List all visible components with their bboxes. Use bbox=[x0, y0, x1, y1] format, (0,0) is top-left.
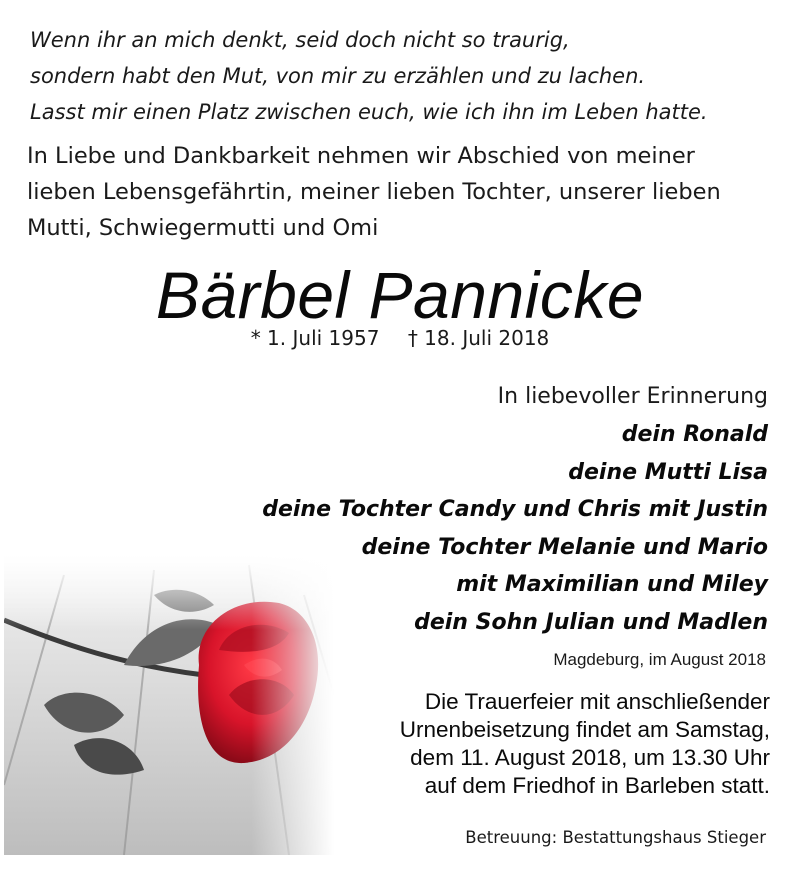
service-line: Die Trauerfeier mit anschließender bbox=[424, 689, 770, 714]
mourners-block bbox=[262, 378, 768, 641]
service-line: Urnenbeisetzung findet am Samstag, bbox=[399, 717, 770, 742]
intro-text bbox=[27, 138, 787, 246]
mourners-lead: In liebevoller Erinnerung bbox=[497, 384, 768, 409]
mourner-name: deine Tochter Candy und Chris mit Justin bbox=[262, 497, 768, 522]
mourner-name: deine Mutti Lisa bbox=[568, 459, 768, 485]
birth-date: * 1. Juli 1957 bbox=[250, 326, 380, 350]
intro-line: In Liebe und Dankbarkeit nehmen wir Abschied von meiner bbox=[27, 143, 695, 169]
death-date: † 18. Juli 2018 bbox=[407, 326, 550, 350]
mourner-name: deine Tochter Melanie und Mario bbox=[361, 534, 768, 560]
poem-line: Lasst mir einen Platz zwischen euch, wie ich ihn im Leben hatte. bbox=[30, 100, 708, 124]
funeral-home-credit: Betreuung: Bestattungshaus Stieger bbox=[465, 828, 766, 847]
mourner-name: dein Sohn Julian und Madlen bbox=[414, 609, 768, 635]
poem-line: sondern habt den Mut, von mir zu erzählen und zu lachen. bbox=[30, 64, 646, 88]
place-date: Magdeburg, im August 2018 bbox=[553, 650, 766, 669]
deceased-name: Bärbel Pannicke bbox=[155, 258, 645, 332]
intro-line: lieben Lebensgefährtin, meiner lieben Tochter, unserer lieben bbox=[27, 179, 721, 205]
poem bbox=[30, 22, 790, 130]
service-info bbox=[400, 688, 770, 800]
service-line: auf dem Friedhof in Barleben statt. bbox=[424, 773, 770, 798]
life-dates bbox=[0, 326, 800, 350]
poem-line: Wenn ihr an mich denkt, seid doch nicht so traurig, bbox=[30, 28, 570, 52]
intro-line: Mutti, Schwiegermutti und Omi bbox=[27, 215, 379, 241]
mourner-name: dein Ronald bbox=[621, 422, 768, 447]
service-line: dem 11. August 2018, um 13.30 Uhr bbox=[410, 745, 770, 770]
mourner-name: mit Maximilian und Miley bbox=[456, 572, 768, 597]
